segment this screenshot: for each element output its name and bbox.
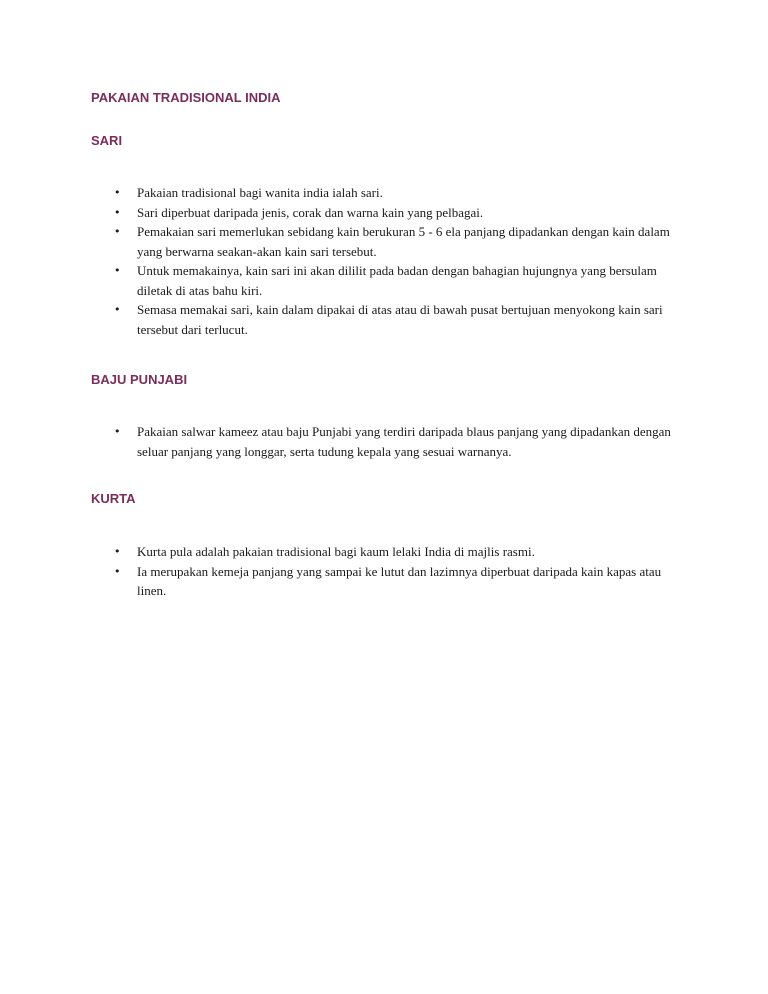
kurta-list (91, 542, 691, 601)
list-item: • Pemakaian sari memerlukan sebidang kain berukuran 5 - 6 ela panjang dipadankan dengan kain dalam yang berwarna seakan-akan kain sari tersebut. (91, 222, 691, 261)
section-heading-baju-punjabi: BAJU PUNJABI (91, 372, 188, 387)
sari-list (91, 183, 691, 339)
list-item: • Untuk memakainya, kain sari ini akan dililit pada badan dengan bahagian hujungnya yang bersulam diletak di atas bahu kiri. (91, 261, 691, 300)
list-item: • Ia merupakan kemeja panjang yang sampai ke lutut dan lazimnya diperbuat daripada kain kapas atau linen. (91, 562, 691, 601)
section-heading-sari: SARI (91, 133, 123, 148)
list-item: • Sari diperbuat daripada jenis, corak dan warna kain yang pelbagai. (91, 203, 691, 223)
list-item: • Kurta pula adalah pakaian tradisional bagi kaum lelaki India di majlis rasmi. (91, 542, 691, 562)
list-item: • Semasa memakai sari, kain dalam dipakai di atas atau di bawah pusat bertujuan menyokong kain sari tersebut dari terlucut. (91, 300, 691, 339)
document-title: PAKAIAN TRADISIONAL INDIA (91, 90, 281, 105)
list-item: • Pakaian salwar kameez atau baju Punjabi yang terdiri daripada blaus panjang yang dipadankan dengan seluar panjang yang longgar, serta tudung kepala yang sesuai warnanya. (91, 422, 691, 461)
list-item: • Pakaian tradisional bagi wanita india ialah sari. (91, 183, 691, 203)
section-heading-kurta: KURTA (91, 491, 136, 506)
baju-punjabi-list (91, 422, 691, 461)
